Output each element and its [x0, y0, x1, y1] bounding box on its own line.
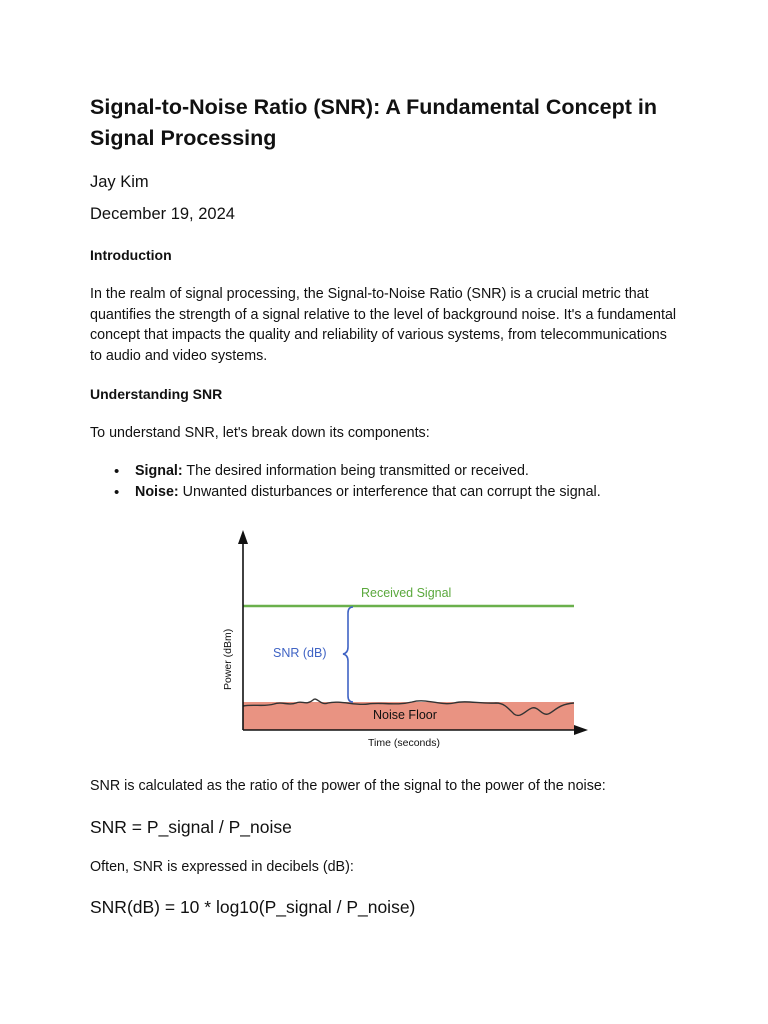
y-axis-arrow	[238, 530, 248, 544]
snr-diagram	[216, 520, 600, 752]
x-axis-label: Time (seconds)	[368, 737, 440, 749]
list-item-text: Unwanted disturbances or interference that can corrupt the signal.	[178, 484, 601, 500]
publish-date: December 19, 2024	[90, 205, 235, 223]
snr-db-formula: SNR(dB) = 10 * log10(P_signal / P_noise)	[90, 897, 416, 917]
author-name: Jay Kim	[90, 173, 149, 191]
understanding-heading: Understanding SNR	[90, 386, 223, 402]
y-axis-label: Power (dBm)	[222, 628, 234, 690]
noise-floor-label: Noise Floor	[373, 708, 437, 722]
decibels-paragraph: Often, SNR is expressed in decibels (dB):	[90, 859, 354, 875]
components-list	[90, 461, 601, 503]
list-item	[90, 461, 601, 482]
list-item	[90, 482, 601, 503]
page-title: Signal-to-Noise Ratio (SNR): A Fundamental Concept in Signal Processing	[90, 95, 657, 150]
snr-brace	[343, 607, 353, 702]
ratio-paragraph: SNR is calculated as the ratio of the power of the signal to the power of the noise:	[90, 778, 606, 794]
introduction-heading: Introduction	[90, 247, 172, 263]
received-signal-label: Received Signal	[361, 586, 452, 600]
understanding-paragraph: To understand SNR, let's break down its components:	[90, 425, 430, 441]
list-item-term: Signal:	[135, 463, 183, 479]
snr-label: SNR (dB)	[273, 646, 327, 660]
x-axis-arrow	[574, 725, 588, 735]
snr-formula: SNR = P_signal / P_noise	[90, 817, 292, 837]
list-item-term: Noise:	[135, 484, 179, 500]
list-item-text: The desired information being transmitted or received.	[182, 463, 529, 479]
introduction-paragraph: In the realm of signal processing, the Signal-to-Noise Ratio (SNR) is a crucial metric that quantifies the strength of a signal relative to the level of background noise. It's a fundamental concept that impacts the quality and reliability of various systems, from telecommunications to audio and video systems.	[90, 286, 677, 364]
